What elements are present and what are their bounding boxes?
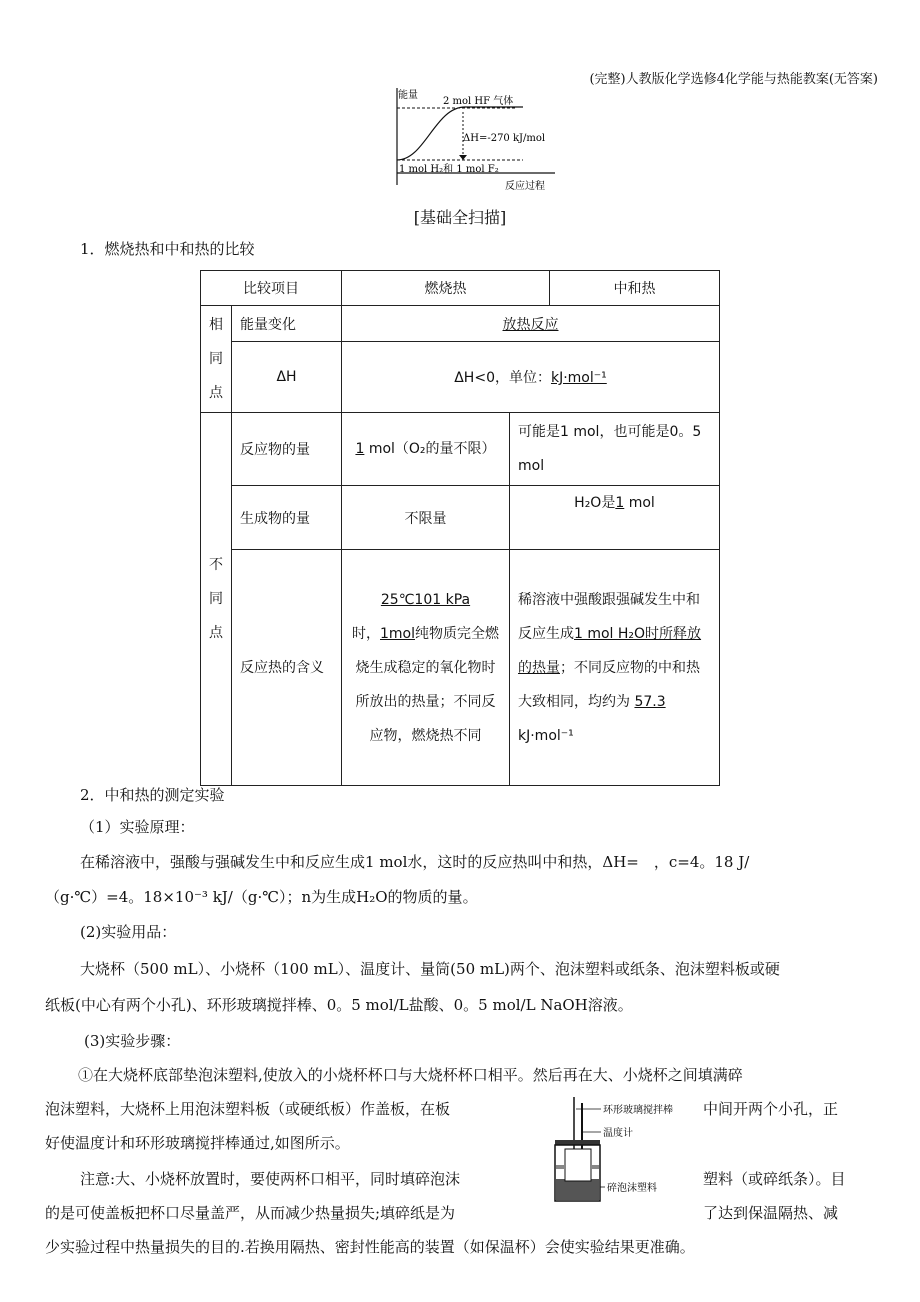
principle-text-1: 在稀溶液中，强酸与强碱发生中和反应生成1 mol水，这时的反应热叫中和热，ΔH= ，c=4。18 J/ [80, 853, 750, 871]
energy-change-value: 放热反应 [342, 306, 720, 342]
small-beaker [565, 1149, 591, 1181]
step1-line2b: 中间开两个小孔，正 [703, 1100, 839, 1118]
foam-label: 碎泡沫塑料 [607, 1183, 657, 1194]
header-combustion: 燃烧热 [342, 271, 550, 306]
y-axis-label: 能量 [398, 90, 418, 101]
step1-line3: 好使温度计和环形玻璃搅拌棒通过,如图所示。 [45, 1134, 350, 1152]
bottom-state-label: 1 mol H₂和 1 mol F₂ [399, 164, 499, 175]
note-line2b: 了达到保温隔热、减 [703, 1204, 839, 1222]
same-points-label: 相 同 点 [201, 306, 232, 413]
step1-line1: ①在大烧杯底部垫泡沫塑料,使放入的小烧杯杯口与大烧杯杯口相平。然后再在大、小烧杯之间填满碎 [78, 1066, 743, 1084]
top-state-label: 2 mol HF 气体 [443, 96, 514, 107]
materials-title: (2)实验用品： [80, 923, 177, 941]
product-amount-combustion: 不限量 [342, 486, 510, 550]
heading-1: 1．燃烧热和中和热的比较 [80, 240, 255, 258]
meaning-combustion: 25℃101 kPa 时，1mol纯物质完全燃烧生成稳定的氧化物时所放出的热量；不同反应物，燃烧热不同 [342, 550, 510, 786]
delta-h-label: ΔH=-270 kJ/mol [463, 133, 546, 144]
materials-text-1: 大烧杯（500 mL）、小烧杯（100 mL）、温度计、量筒(50 mL)两个、泡沫塑料或纸条、泡沫塑料板或硬 [80, 960, 780, 978]
different-points-label: 不 同 点 [201, 413, 232, 786]
document-header: (完整)人教版化学选修4化学能与热能教案(无答案) [589, 72, 878, 87]
note-line2a: 的是可使盖板把杯口尽量盖严，从而减少热量损失;填碎纸是为 [45, 1204, 456, 1222]
note-line3: 少实验过程中热量损失的目的.若换用隔热、密封性能高的装置（如保温杯）会使实验结果更准确。 [45, 1238, 695, 1256]
steps-title: (3)实验步骤： [84, 1032, 181, 1050]
step1-line2a: 泡沫塑料，大烧杯上用泡沫塑料板（或硬纸板）作盖板，在板 [45, 1100, 451, 1118]
foam-fill [556, 1179, 599, 1200]
delta-h-row-label: ΔH [232, 342, 342, 413]
reactant-amount-neutralization: 可能是1 mol，也可能是0。5 mol [510, 413, 720, 486]
energy-diagram [385, 85, 575, 195]
product-amount-neutralization: H₂O是1 mol [510, 486, 720, 550]
meaning-neutralization: 稀溶液中强酸跟强碱发生中和反应生成1 mol H₂O时所释放的热量；不同反应物的中和热大致相同，均约为 57.3 kJ·mol⁻¹ [510, 550, 720, 786]
thermometer-label: 温度计 [603, 1128, 633, 1139]
delta-h-value: ΔH<0，单位：kJ·mol⁻¹ [342, 342, 720, 413]
reactant-amount-label: 反应物的量 [232, 413, 342, 486]
energy-change-label: 能量变化 [232, 306, 342, 342]
arrow-head [459, 155, 467, 160]
x-axis-label: 反应过程 [505, 181, 545, 192]
meaning-label: 反应热的含义 [232, 550, 342, 786]
reactant-amount-combustion: 1 mol（O₂的量不限） [342, 413, 510, 486]
stirrer-label: 环形玻璃搅拌棒 [603, 1105, 673, 1116]
note-line1a: 注意:大、小烧杯放置时，要使两杯口相平，同时填碎泡沫 [80, 1170, 461, 1188]
heading-2: 2．中和热的测定实验 [80, 786, 225, 804]
principle-text-2: （g·℃）=4。18×10⁻³ kJ/（g·℃）；n为生成H₂O的物质的量。 [45, 888, 478, 906]
product-amount-label: 生成物的量 [232, 486, 342, 550]
header-neutralization: 中和热 [550, 271, 720, 306]
principle-title: （1）实验原理： [80, 818, 195, 836]
comparison-table [200, 270, 720, 786]
materials-text-2: 纸板(中心有两个小孔)、环形玻璃搅拌棒、0。5 mol/L盐酸、0。5 mol/L NaOH溶液。 [45, 996, 633, 1014]
calorimeter-diagram [543, 1095, 698, 1207]
header-item: 比较项目 [201, 271, 342, 306]
section-title: [基础全扫描] [413, 208, 507, 227]
note-line1b: 塑料（或碎纸条）。目 [703, 1170, 846, 1188]
